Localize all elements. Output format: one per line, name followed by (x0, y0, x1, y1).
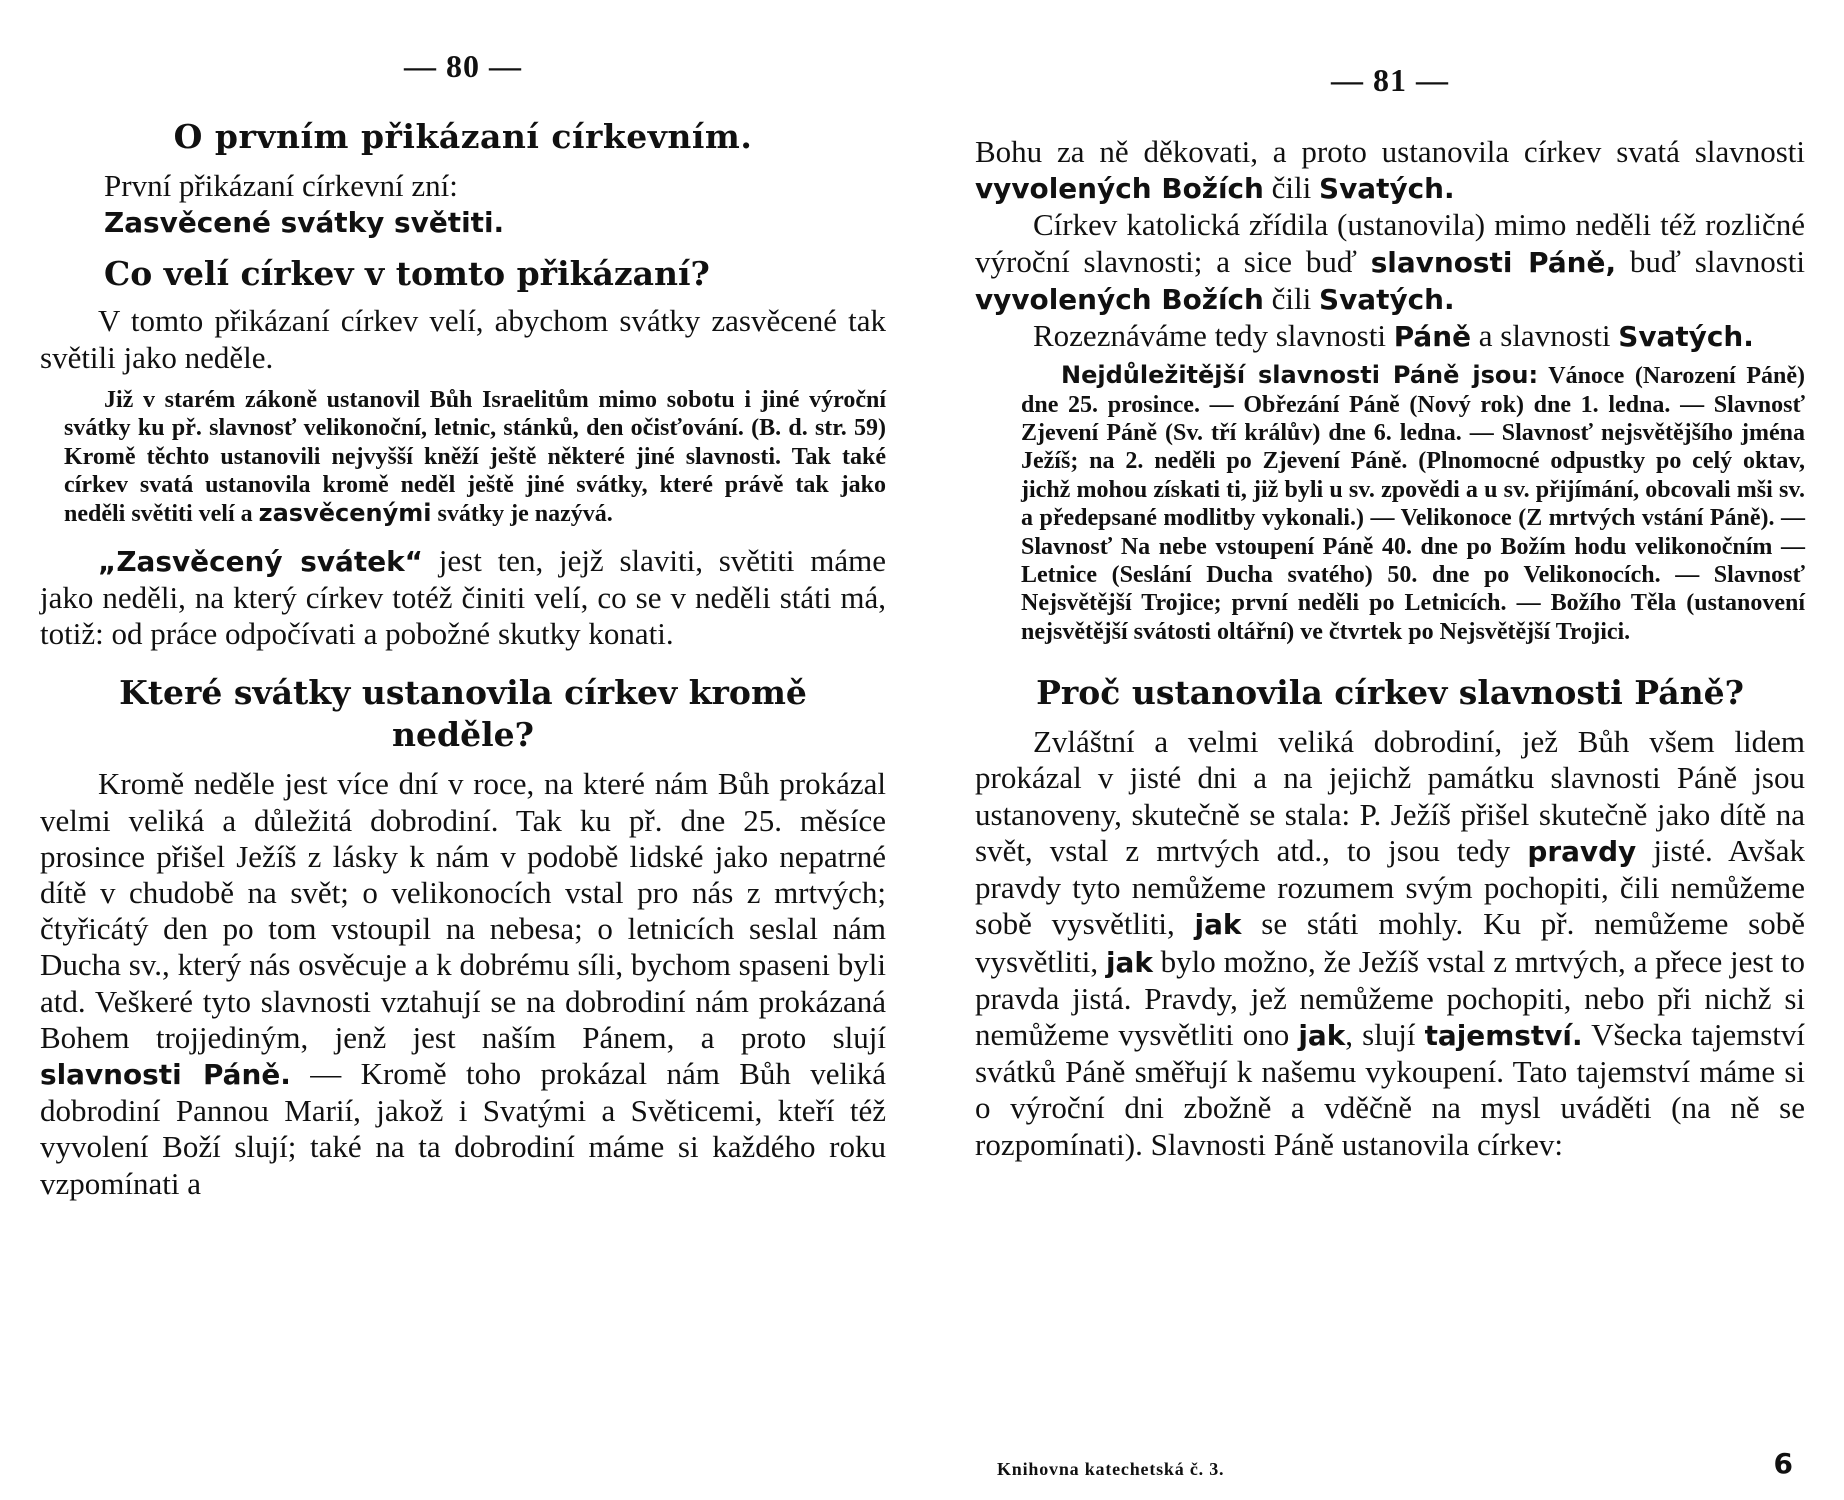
note-paragraph: Nejdůležitější slavnosti Páně jsou: Vánoce (Narození Páně) dne 25. prosince. — Obřezání Páně (Nový rok) dne 1. ledna. — Slavnosť Zjevení Páně (Sv. tří králův) dne 6. ledna. — Slavnosť nejsvětějšího jména Ježíš; na 2. neděli po Zjevení Páně. (Plnomocné odpustky po celý oktav, jichž mohou získati ti, již byli u sv. zpovědi a u sv. přijímání, obcovali mši sv. a předepsané modlitby vykonali.) — Velikonoce (Z mrtvých vstání Páně). — Slavnosť Na nebe vstoupení Páně 40. dne po Božím hodu velikonočním — Letnice (Seslání Ducha svatého) 50. dne po Velikonocích. — Slavnosť Nejsvětější Trojice; první neděli po Letnicích. — Božího Těla (ustanovení nejsvětější svátosti oltářní) ve čtvrtek po Nejsvětější Trojici. (1021, 361, 1805, 645)
right-page (975, 0, 1805, 1500)
page-number: — 80 — (404, 48, 522, 84)
question-heading: Proč ustanovila církev slavnosti Páně? (1036, 673, 1744, 713)
answer-paragraph: Zvláštní a velmi veliká dobrodiní, jež Bůh všem lidem prokázal v jisté dni a na jejichž památku slavnosti Páně jsou ustanoveny, skutečně se stala: P. Ježíš přišel skutečně jako dítě na svět, vstal z mrtvých atd., to jsou tedy pravdy jisté. Avšak pravdy tyto nemůžeme rozumem svým pochopiti, čili nemůžeme sobě vysvětliti, jak se státi mohly. Ku př. nemůžeme sobě vysvětliti, jak bylo možno, že Ježíš vstal z mrtvých, a přece jest to pravda jistá. Pravdy, jež nemůžeme pochopiti, nebo při nichž si nemůžeme vysvětliti ono jak, slují tajemství. Všecka tajemství svátků Páně směřují k našemu vykoupení. Tato tajemství máme si o výroční dni zbožně a vděčně na mysl uváděti (na ně se rozpomínati). Slavnosti Páně ustanovila církev: (975, 724, 1806, 1162)
chapter-title: O prvním přikázaní církevním. (173, 117, 753, 156)
answer-paragraph: Kromě neděle jest více dní v roce, na které nám Bůh prokázal velmi veliká a důležitá dobrodiní. Tak ku př. dne 25. měsíce prosince přišel Ježíš z lásky k nám v podobě lidské jako nepatrné dítě v chudobě na svět; o velikonocích vstal pro nás z mrtvých; čtyřicátý den po tom vstoupil na nebesa; o letnicích seslal nám Ducha sv., který nás osvěcuje a k dobrému síli, bychom spaseni byli atd. Veškeré tyto slavnosti vztahují se na dobrodiní nám prokázaná Bohem trojjediným, jenž jest naším Pánem, a proto slují slavnosti Páně. — Kromě toho prokázal nám Bůh veliká dobrodiní Pannou Marií, jakož i Svatými a Světicemi, kteří též vyvolení Boží slují; také na ta dobrodiní máme si každého roku vzpomínati a (40, 766, 887, 1201)
page-footer (975, 1440, 1805, 1480)
answer-paragraph: V tomto přikázaní církev velí, abychom svátky zasvěcené tak světili jako neděle. (40, 303, 886, 375)
page-number: — 81 — (1331, 62, 1449, 98)
continuation-paragraph: Bohu za ně děkovati, a proto ustanovila církev svatá slavnosti vyvolených Božích čili Svatých. (975, 134, 1805, 206)
commandment-text: Zasvěcené svátky světiti. (104, 206, 505, 240)
question-heading: Které svátky ustanovila církev kromě neděle? (119, 673, 807, 755)
body-paragraph: Rozeznáváme tedy slavnosti Páně a slavnosti Svatých. (1033, 318, 1754, 354)
body-paragraph: Církev katolická zřídila (ustanovila) mimo neděli též rozličné výroční slavnosti; a sice buď slavnosti Páně, buď slavnosti vyvolených Božích čili Svatých. (975, 207, 1805, 316)
left-page (40, 0, 886, 1500)
signature-mark: 6 (1773, 1447, 1793, 1480)
definition-paragraph: „Zasvěcený svátek“ jest ten, jejž slaviti, světiti máme jako neděli, na který církev totéž činiti velí, co se v neděli státi má, totiž: od práce odpočívati a pobožné skutky konati. (40, 542, 887, 652)
question-heading: Co velí církev v tomto přikázaní? (104, 254, 710, 294)
intro-text: První přikázaní církevní zní: (104, 168, 458, 203)
library-imprint: Knihovna katechetská č. 3. (997, 1459, 1225, 1479)
note-paragraph: Již v starém zákoně ustanovil Bůh Israelitům mimo sobotu i jiné výroční svátky ku př. slavnosť velikonoční, letnic, stánků, den očisťování. (B. d. str. 59) Kromě těchto ustanovili nejvyšší kněží ještě některé jiné slavnosti. Tak také církev svatá ustanovila kromě neděl ještě jiné svátky, které právě tak jako neděli světiti velí a zasvěcenými svátky je nazývá. (64, 386, 886, 528)
